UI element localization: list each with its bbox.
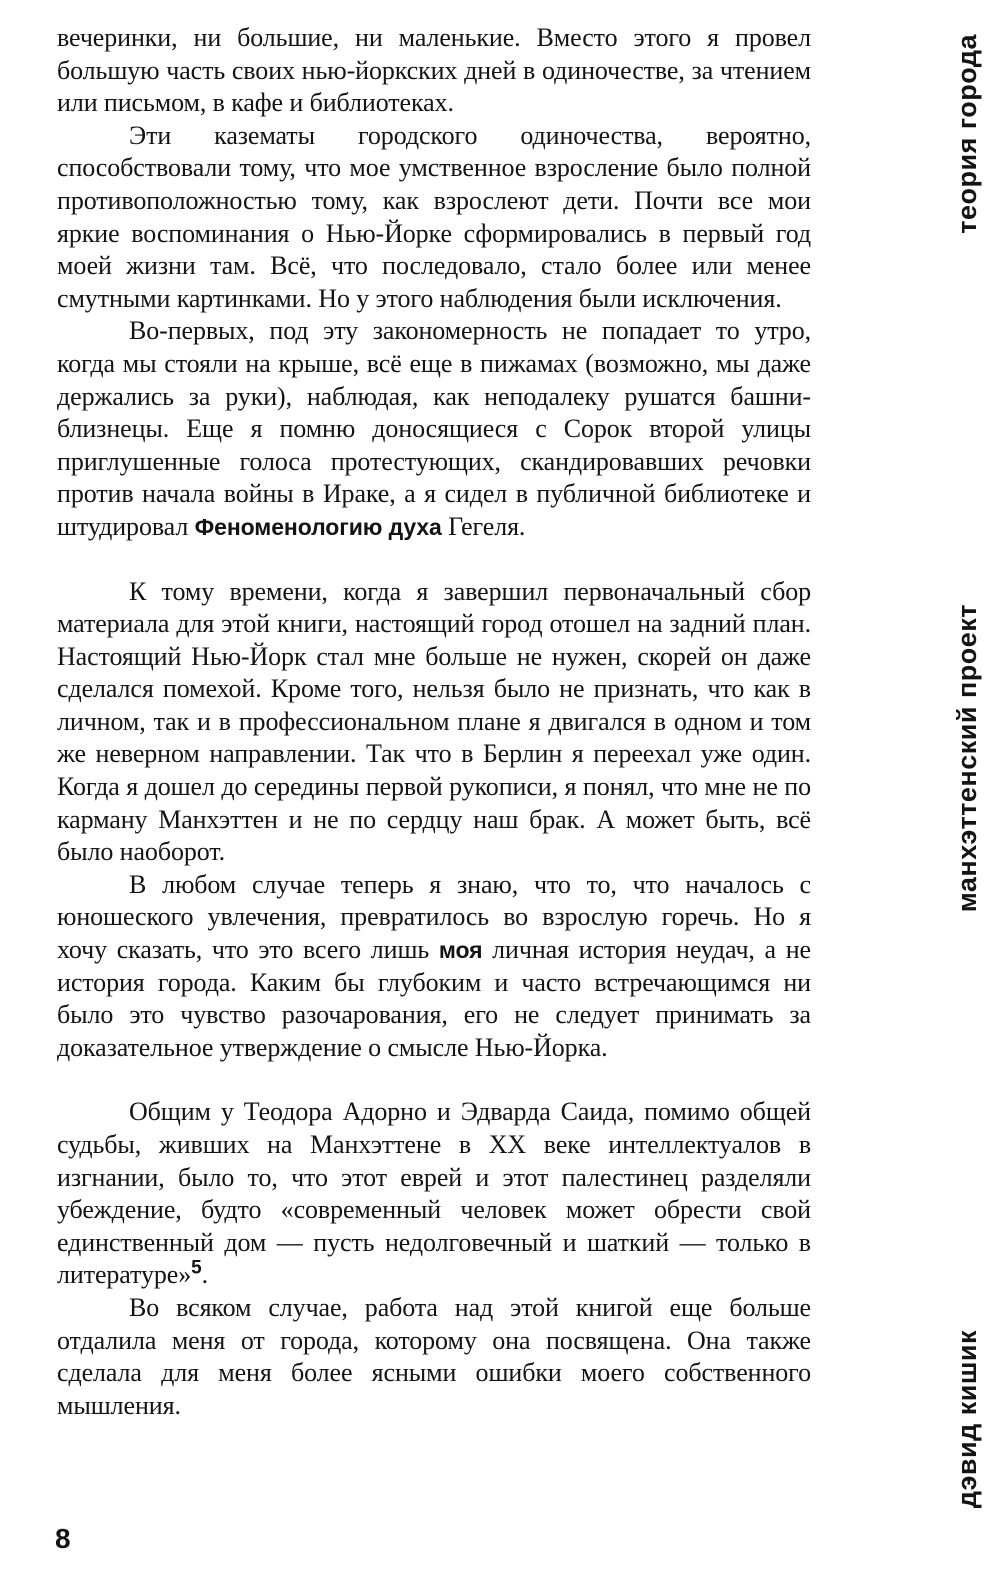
paragraph-2-text: Эти казематы городского одиночества, вероятно, способствовали тому, что мое умственное взросление было полной противоположностью тому, как взрослеют дети. Почти все мои яркие воспоминания о Нью-Йорке сформировались в первый год моей жизни там. Всё, что последовало, стало более или менее смутными картинками. Но у этого наблюдения были исключения. bbox=[57, 120, 811, 313]
paragraph-7 bbox=[57, 1292, 811, 1422]
main-text bbox=[57, 22, 811, 1422]
sidebar-series-label: теория города bbox=[952, 34, 982, 234]
paragraph-1-text: вечеринки, ни большие, ни маленькие. Вместо этого я провел большую часть своих нью-йоркских дней в одиночестве, за чтением или письмом, в кафе и библиотеках. bbox=[57, 23, 811, 118]
paragraph-6 bbox=[57, 1096, 811, 1292]
paragraph-3-end: Гегеля. bbox=[448, 511, 526, 541]
paragraph-6-text: Общим у Теодора Адорно и Эдварда Саида, помимо общей судьбы, живших на Манхэттене в XX веке интеллектуалов в изгнании, было то, что этот еврей и этот палестинец разделяли убеждение, будто «современный человек может обрести свой единственный дом — пусть недолговечный и шаткий — только в литературе» bbox=[57, 1097, 811, 1290]
paragraph-3 bbox=[57, 315, 811, 543]
paragraph-5-text: В любом случае теперь я знаю, что то, что началось с юношеского увлечения, превратилось во взрослую горечь. Но я хочу сказать, что это всего лишь bbox=[57, 869, 811, 965]
sidebar-author: дэвид кишик bbox=[952, 1330, 982, 1509]
paragraph-5-end: личная история неудач, а не история города. Каким бы глубоким и часто встречающимся ни было это чувство разочарования, его не следует принимать за доказательное утверждение о смысле Нью-Йорка. bbox=[57, 935, 811, 1062]
paragraph-7-text: Во всяком случае, работа над этой книгой еще больше отдалила меня от города, которому она посвящена. Она также сделала для меня более ясными ошибки моего собственного мышления. bbox=[57, 1292, 811, 1420]
paragraph-2 bbox=[57, 120, 811, 316]
paragraph-3-text: Во-первых, под эту закономерность не попадает то утро, когда мы стояли на крыше, всё еще в пижамах (возможно, мы даже держались за руки), наблюдая, как неподалеку рушатся башни-близнецы. Еще я помню доносящиеся с Сорок второй улицы приглушенные голоса протестующих, скандировавших речовки против начала войны в Ираке, а я сидел в публичной библиотеке и штудировал bbox=[57, 316, 811, 541]
paragraph-1 bbox=[57, 22, 811, 120]
emphasis-word: моя bbox=[438, 937, 483, 964]
page-number: 8 bbox=[55, 1523, 71, 1554]
paragraph-5 bbox=[57, 869, 811, 1065]
sidebar-book-title: манхэттенский проект bbox=[952, 604, 982, 913]
footnote-marker[interactable]: 5 bbox=[191, 1257, 202, 1279]
book-title-emphasis: Феноменологию духа bbox=[194, 513, 442, 540]
paragraph-4 bbox=[57, 576, 811, 869]
paragraph-4-text: К тому времени, когда я завершил первоначальный сбор материала для этой книги, настоящий город отошел на задний план. Настоящий Нью-Йорк стал мне больше не нужен, скорей он даже сделался помехой. Кроме того, нельзя было не признать, что как в личном, так и в профессиональном плане я двигался в одном и том же неверном направлении. Так что в Берлин я переехал уже один. Когда я дошел до середины первой рукописи, я понял, что мне не по карману Манхэттен и не по сердцу наш брак. А может быть, всё было наоборот. bbox=[57, 576, 811, 867]
paragraph-6-end: . bbox=[201, 1260, 208, 1290]
